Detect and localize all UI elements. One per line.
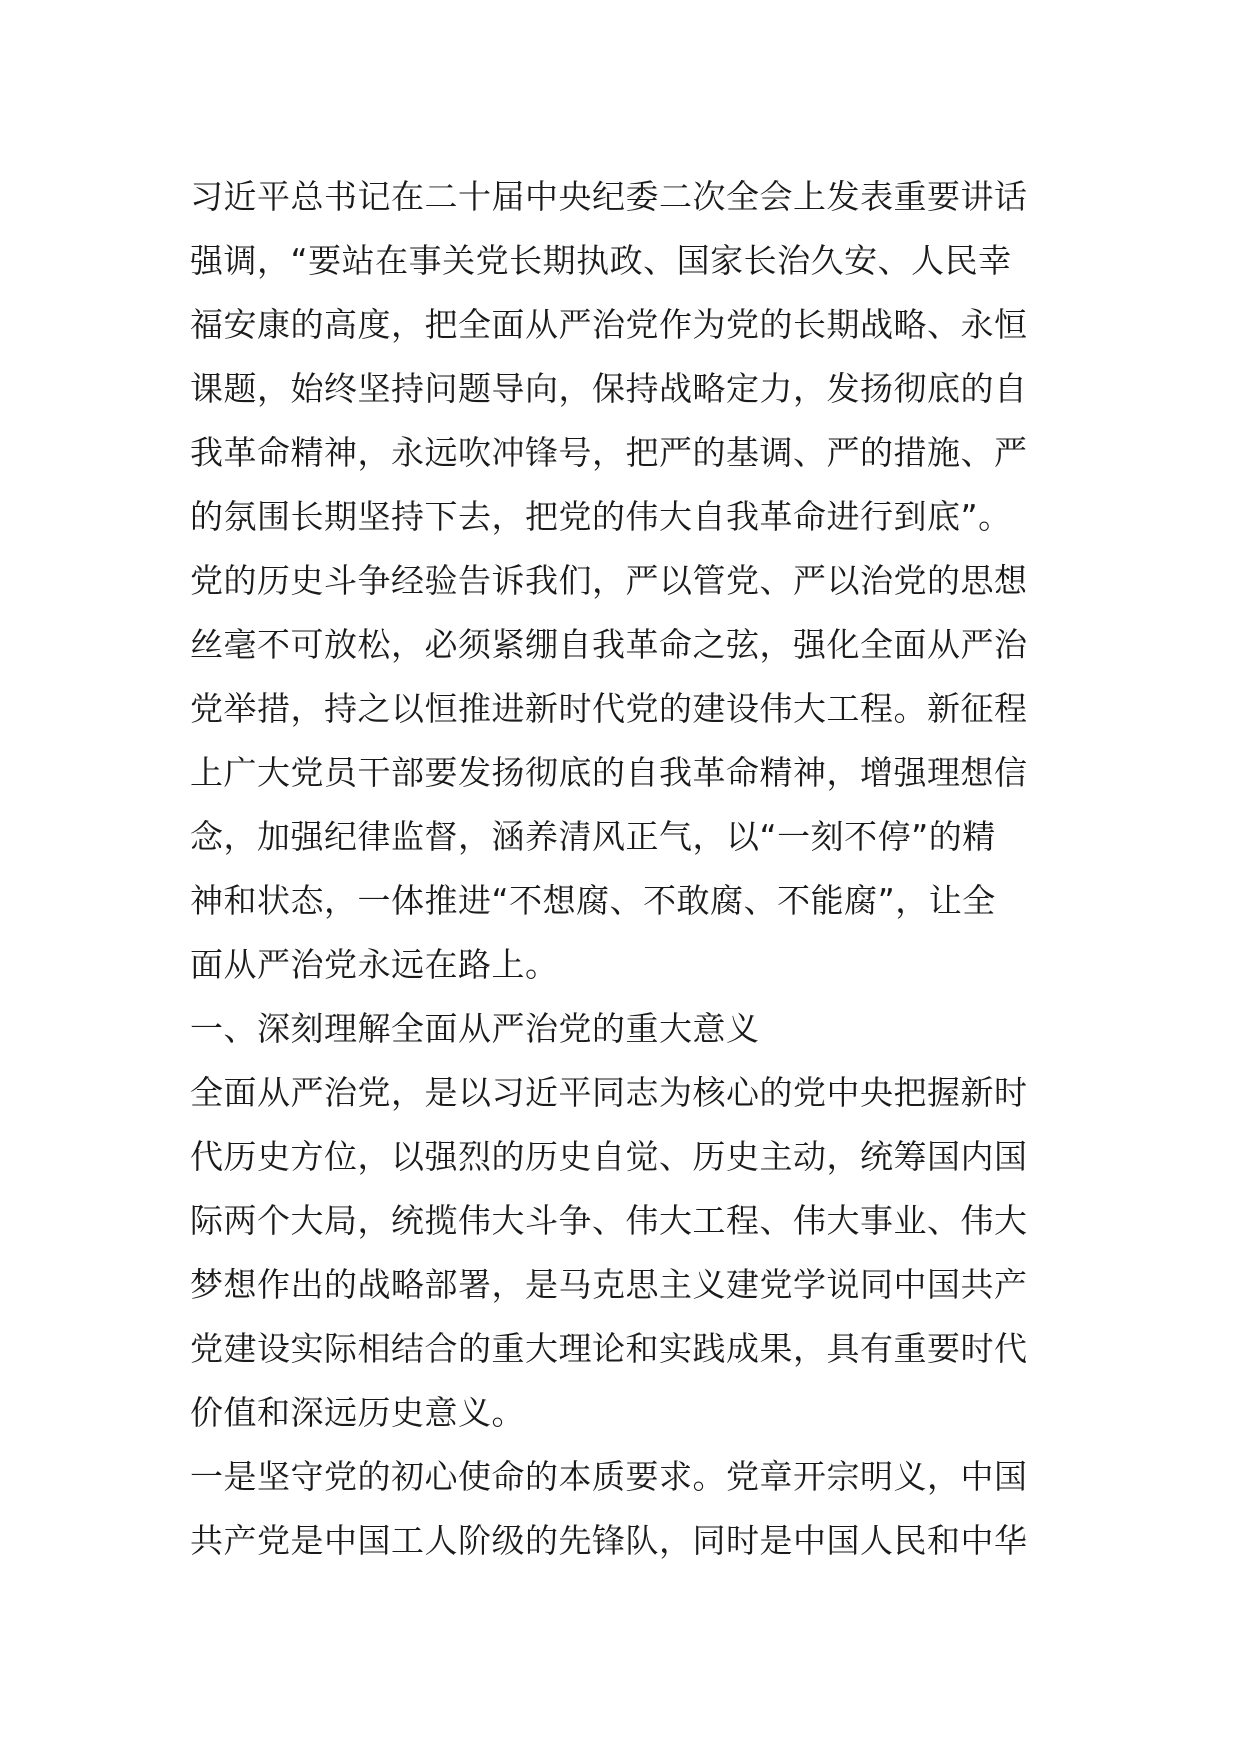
text-line: 强调，“要站在事关党长期执政、国家长治久安、人民幸 xyxy=(190,241,1012,280)
text-line: 全面从严治党，是以习近平同志为核心的党中央把握新时 xyxy=(190,1073,1028,1112)
text-line: 丝毫不可放松，必须紧绷自我革命之弦，强化全面从严治 xyxy=(190,625,1028,664)
text-line: 代历史方位，以强烈的历史自觉、历史主动，统筹国内国 xyxy=(190,1137,1028,1176)
text-line: 念，加强纪律监督，涵养清风正气，以“一刻不停”的精 xyxy=(190,817,996,856)
text-line: 共产党是中国工人阶级的先锋队，同时是中国人民和中华 xyxy=(190,1521,1028,1560)
text-line: 党的历史斗争经验告诉我们，严以管党、严以治党的思想 xyxy=(190,561,1028,600)
text-line: 价值和深远历史意义。 xyxy=(190,1393,525,1432)
text-line: 上广大党员干部要发扬彻底的自我革命精神，增强理想信 xyxy=(190,753,1028,792)
text-line: 梦想作出的战略部署，是马克思主义建党学说同中国共产 xyxy=(190,1265,1028,1304)
text-line: 福安康的高度，把全面从严治党作为党的长期战略、永恒 xyxy=(190,305,1028,344)
text-line: 一是坚守党的初心使命的本质要求。党章开宗明义，中国 xyxy=(190,1457,1028,1496)
text-line: 课题，始终坚持问题导向，保持战略定力，发扬彻底的自 xyxy=(190,369,1028,408)
text-line: 党举措，持之以恒推进新时代党的建设伟大工程。新征程 xyxy=(190,689,1028,728)
text-line: 党建设实际相结合的重大理论和实践成果，具有重要时代 xyxy=(190,1329,1028,1368)
section-heading: 一、深刻理解全面从严治党的重大意义 xyxy=(190,1009,760,1048)
text-line: 神和状态，一体推进“不想腐、不敢腐、不能腐”，让全 xyxy=(190,881,996,920)
text-line: 际两个大局，统揽伟大斗争、伟大工程、伟大事业、伟大 xyxy=(190,1201,1028,1240)
document-body xyxy=(190,165,1060,1573)
text-line: 面从严治党永远在路上。 xyxy=(190,945,559,984)
text-line: 的氛围长期坚持下去，把党的伟大自我革命进行到底”。 xyxy=(190,497,1012,536)
text-line: 我革命精神，永远吹冲锋号，把严的基调、严的措施、严 xyxy=(190,433,1028,472)
text-line: 习近平总书记在二十届中央纪委二次全会上发表重要讲话 xyxy=(190,177,1028,216)
